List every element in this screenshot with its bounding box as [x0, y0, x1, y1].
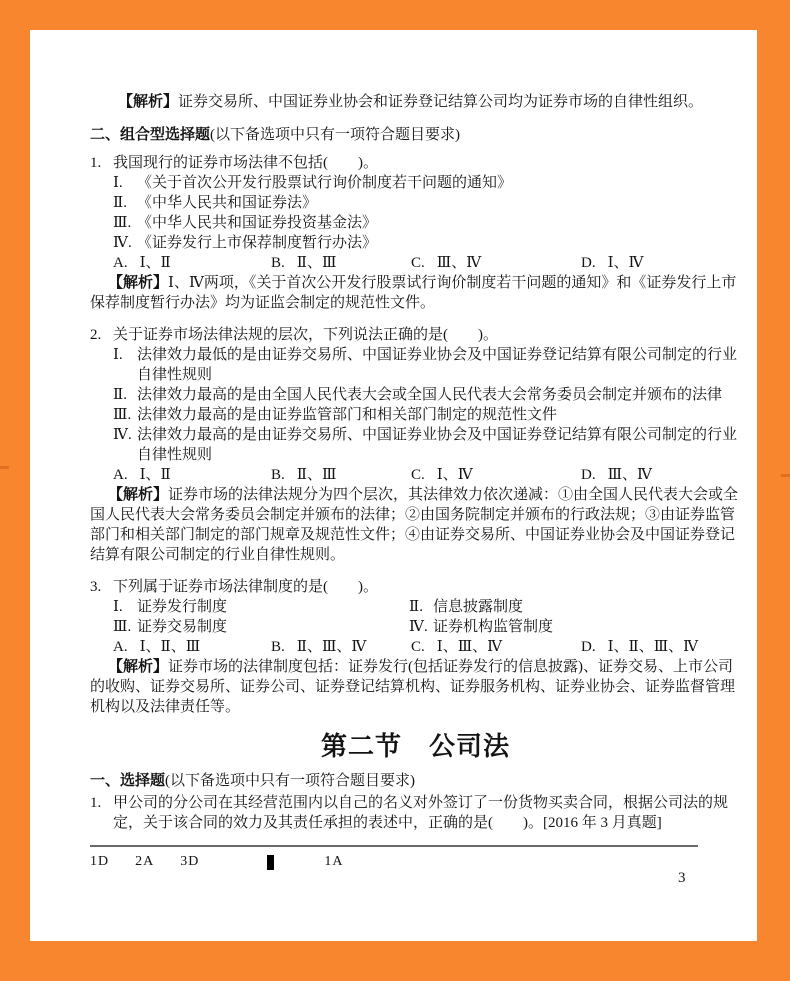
analysis-text: Ⅰ、Ⅳ两项，《关于首次公开发行股票试行询价制度若干问题的通知》和《证券发行上市保荐制度暂行办法》均为证监会制定的规范性文件。: [90, 275, 737, 311]
section-heading-combo: [90, 125, 741, 145]
option-text: 《关于首次公开发行股票试行询价制度若干问题的通知》: [137, 175, 513, 191]
options-two-column-row: [90, 597, 741, 617]
option-text: 证券发行制度: [137, 599, 228, 615]
choice-label: A.: [113, 639, 128, 655]
section-heading-note: (以下备选项中只有一项符合题目要求): [210, 127, 461, 143]
choice-label: D.: [581, 639, 596, 655]
analysis-text: 证券市场的法律法规分为四个层次，其法律效力依次递减：①由全国人民代表大会或全国人民代表大会常务委员会制定并颁布的法律；②由国务院制定并颁布的行政法规；③由证券监管部门和相关部门制定的部门规章及规范性文件；④由证券交易所、中国证券业协会及中国证券登记结算有限公司制定的行业自律性规则。: [90, 487, 739, 563]
question-item: [90, 577, 741, 597]
option-line: [90, 173, 741, 193]
choice-value: Ⅰ、Ⅳ: [436, 467, 473, 483]
choice-value: Ⅲ、Ⅳ: [436, 255, 482, 271]
choice-cell: [411, 637, 581, 657]
choice-cell: [581, 465, 741, 485]
footer-answer: 1D: [90, 854, 110, 869]
analysis-label: 【解析】: [108, 275, 169, 291]
analysis-text: 证券市场的法律制度包括：证券发行(包括证券发行的信息披露)、证券交易、上市公司的收购、证券交易所、证券公司、证券登记结算机构、证券服务机构、证券业协会、证券监督管理机构以及法律责任等。: [90, 659, 736, 715]
analysis-label: 【解析】: [108, 487, 169, 503]
question-text: 关于证券市场法律法规的层次，下列说法正确的是( )。: [113, 327, 498, 343]
option-numeral: Ⅰ.: [113, 599, 123, 615]
option-numeral: Ⅱ.: [409, 599, 423, 615]
choice-label: A.: [113, 467, 128, 483]
option-line: [90, 213, 741, 233]
choice-value: Ⅰ、Ⅱ: [139, 467, 171, 483]
option-line: [90, 425, 741, 465]
question-number: 1.: [90, 155, 102, 171]
question-text: 下列属于证券市场法律制度的是( )。: [113, 579, 378, 595]
choice-value: Ⅱ、Ⅲ、Ⅳ: [296, 639, 367, 655]
choice-cell: [581, 637, 741, 657]
choices-row: [90, 637, 741, 657]
question-number: 1.: [90, 795, 102, 811]
choices-row: [90, 465, 741, 485]
choice-cell: [411, 465, 581, 485]
choice-value: Ⅰ、Ⅲ、Ⅳ: [436, 639, 503, 655]
analysis-paragraph: [90, 273, 741, 313]
option-numeral: Ⅱ.: [113, 195, 127, 211]
option-numeral: Ⅲ.: [113, 619, 132, 635]
choice-cell: [113, 253, 271, 273]
question-text: 甲公司的分公司在其经营范围内以自己的名义对外签订了一份货物买卖合同，根据公司法的规定，关于该合同的效力及其责任承担的表述中，正确的是( )。[2016 年 3 月真题]: [113, 795, 729, 831]
option-numeral: Ⅲ.: [113, 215, 132, 231]
choice-cell: [271, 465, 411, 485]
question-text: 我国现行的证券市场法律不包括( )。: [113, 155, 378, 171]
choice-value: Ⅰ、Ⅱ、Ⅲ、Ⅳ: [607, 639, 699, 655]
option-text: 《证券发行上市保荐制度暂行办法》: [137, 235, 378, 251]
option-text: 《中华人民共和国证券法》: [137, 195, 318, 211]
option-text: 法律效力最高的是由证券监管部门和相关部门制定的规范性文件: [137, 407, 558, 423]
analysis-label: 【解析】: [118, 94, 179, 110]
analysis-text: 证券交易所、中国证券业协会和证券登记结算公司均为证券市场的自律性组织。: [178, 94, 704, 110]
option-text: 信息披露制度: [433, 599, 524, 615]
choice-cell: [113, 637, 271, 657]
choice-label: C.: [411, 255, 425, 271]
option-numeral: Ⅳ.: [113, 235, 132, 251]
footer-answer: 3D: [180, 854, 200, 869]
choice-value: Ⅰ、Ⅱ、Ⅲ: [139, 639, 201, 655]
choice-cell: [271, 637, 411, 657]
choice-label: B.: [271, 255, 285, 271]
choice-label: D.: [581, 467, 596, 483]
page-content: [90, 92, 741, 833]
footer-answer: 1A: [324, 854, 344, 869]
section-heading-label: 二、组合型选择题: [90, 127, 211, 143]
choice-cell: [581, 253, 741, 273]
option-text: 证券机构监管制度: [433, 619, 554, 635]
analysis-label: 【解析】: [108, 659, 169, 675]
choice-label: C.: [411, 639, 425, 655]
option-numeral: Ⅰ.: [113, 347, 123, 363]
choice-label: A.: [113, 255, 128, 271]
option-line: [409, 597, 523, 617]
answers-divider-bar: [267, 855, 274, 870]
analysis-paragraph: [90, 657, 741, 717]
footer-answer: 2A: [135, 854, 155, 869]
option-numeral: Ⅱ.: [113, 387, 127, 403]
question-item: [90, 793, 741, 833]
analysis-paragraph: [90, 92, 741, 112]
print-crop-mark-left: [0, 466, 9, 469]
option-text: 法律效力最高的是由证券交易所、中国证券业协会及中国证券登记结算有限公司制定的行业自律性规则: [137, 427, 738, 463]
choice-cell: [271, 253, 411, 273]
answer-key-strip: [90, 845, 698, 870]
option-line: [113, 597, 409, 617]
option-text: 法律效力最低的是由证券交易所、中国证券业协会及中国证券登记结算有限公司制定的行业自律性规则: [137, 347, 738, 383]
choice-label: D.: [581, 255, 596, 271]
question-item: [90, 325, 741, 345]
page-number: 3: [678, 870, 686, 886]
option-line: [113, 617, 409, 637]
option-text: 《中华人民共和国证券投资基金法》: [137, 215, 378, 231]
option-line: [409, 617, 553, 637]
option-numeral: Ⅳ.: [113, 427, 132, 443]
choice-label: B.: [271, 467, 285, 483]
section-title: 第二节 公司法: [320, 732, 510, 761]
option-line: [90, 193, 741, 213]
analysis-paragraph: [90, 485, 741, 565]
option-line: [90, 405, 741, 425]
section-heading-note: (以下备选项中只有一项符合题目要求): [165, 773, 416, 789]
question-number: 2.: [90, 327, 102, 343]
choice-value: Ⅱ、Ⅲ: [296, 467, 337, 483]
option-text: 证券交易制度: [137, 619, 228, 635]
option-line: [90, 345, 741, 385]
section-heading-label: 一、选择题: [90, 773, 166, 789]
options-two-column-row: [90, 617, 741, 637]
choice-value: Ⅱ、Ⅲ: [296, 255, 337, 271]
option-line: [90, 385, 741, 405]
choices-row: [90, 253, 741, 273]
choice-cell: [411, 253, 581, 273]
option-numeral: Ⅰ.: [113, 175, 123, 191]
choice-value: Ⅰ、Ⅳ: [607, 255, 644, 271]
option-numeral: Ⅲ.: [113, 407, 132, 423]
choice-label: B.: [271, 639, 285, 655]
choice-cell: [113, 465, 271, 485]
question-item: [90, 153, 741, 173]
question-number: 3.: [90, 579, 102, 595]
option-numeral: Ⅳ.: [409, 619, 428, 635]
choice-value: Ⅲ、Ⅳ: [607, 467, 653, 483]
section-heading-choice: [90, 771, 741, 791]
print-crop-mark-right: [781, 474, 790, 477]
book-page: [30, 30, 757, 941]
option-line: [90, 233, 741, 253]
option-text: 法律效力最高的是由全国人民代表大会或全国人民代表大会常务委员会制定并颁布的法律: [137, 387, 723, 403]
choice-label: C.: [411, 467, 425, 483]
choice-value: Ⅰ、Ⅱ: [139, 255, 171, 271]
